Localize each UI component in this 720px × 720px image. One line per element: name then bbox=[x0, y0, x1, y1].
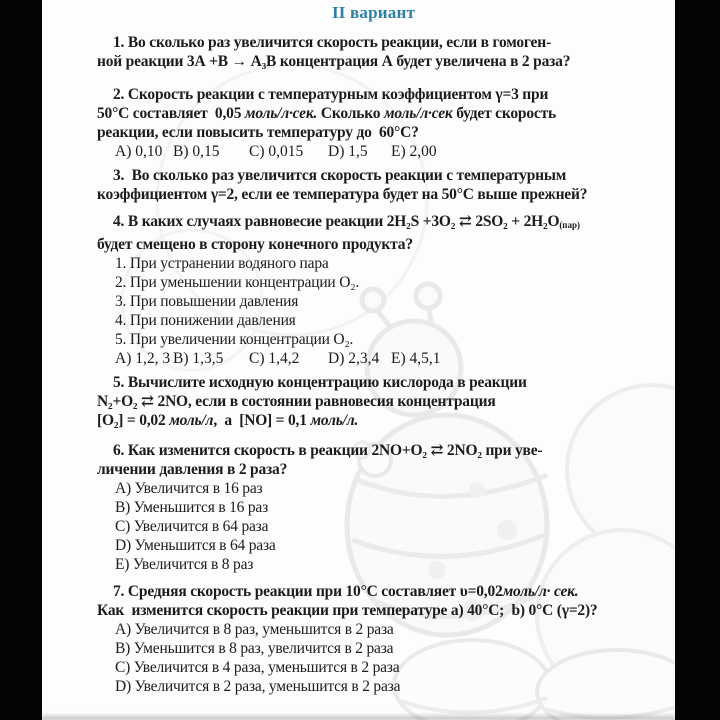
question-7-line-1: 7. Средняя скорость реакции при 10°С составляет υ=0,02моль/л· сек. bbox=[113, 583, 579, 600]
question-6-option-a: А) Увеличится в 16 раз bbox=[115, 480, 263, 497]
left-black-border bbox=[0, 0, 42, 720]
question-2-option-b: В) 0,15 bbox=[173, 143, 220, 160]
question-7-option-c: С) Увеличится в 4 раза, уменьшится в 2 раза bbox=[115, 659, 400, 676]
question-4-item-2: 2. При уменьшении концентрации О₂. bbox=[115, 274, 360, 291]
question-4-option-e: Е) 4,5,1 bbox=[391, 350, 441, 367]
question-5-line-2: N₂+O₂ ⇄ 2NO, если в состоянии равновесия концентрация bbox=[97, 393, 496, 410]
question-7-option-b: В) Уменьшится в 8 раз, увеличится в 2 раза bbox=[115, 640, 394, 657]
question-3 bbox=[97, 166, 650, 204]
question-7-option-d: D) Увеличится в 2 раза, уменьшится в 2 раза bbox=[115, 678, 401, 695]
question-6-line-2: личении давления в 2 раза? bbox=[97, 461, 288, 478]
question-4-option-c: С) 1,4,2 bbox=[249, 350, 300, 367]
question-7 bbox=[97, 582, 650, 696]
question-6-option-e: Е) Увеличится в 8 раз bbox=[115, 556, 254, 573]
question-4-options bbox=[97, 349, 650, 368]
question-4-item-5: 5. При увеличении концентрации О₂. bbox=[115, 331, 354, 348]
question-6-option-c: С) Увеличится в 64 раза bbox=[115, 518, 269, 535]
question-6-option-b: В) Уменьшится в 16 раз bbox=[115, 499, 269, 516]
question-2-option-d: D) 1,5 bbox=[328, 143, 368, 160]
question-5-line-3: [O₂] = 0,02 моль/л, а [NO] = 0,1 моль/л. bbox=[97, 412, 359, 429]
question-1-line-1: 1. Во сколько раз увеличится скорость реакции, если в гомоген- bbox=[113, 34, 551, 51]
question-6-option-d: D) Уменьшится в 64 раза bbox=[115, 537, 276, 554]
question-2-option-c: С) 0,015 bbox=[249, 143, 304, 160]
right-black-border bbox=[675, 0, 720, 720]
page-content bbox=[42, 0, 675, 696]
question-7-option-a: А) Увеличится в 8 раз, уменьшится в 2 раза bbox=[115, 621, 394, 638]
question-4-option-a: А) 1,2, 3 bbox=[115, 350, 171, 367]
question-4 bbox=[97, 212, 650, 368]
question-4-line-2: будет смещено в сторону конечного продукта? bbox=[97, 236, 413, 253]
question-1-line-2: ной реакции 3А +В → А₃В концентрация А будет увеличена в 2 раза? bbox=[97, 53, 571, 70]
question-4-item-3: 3. При повышении давления bbox=[115, 293, 299, 310]
question-2-line-3: реакции, если повысить температуру до 60°С? bbox=[97, 124, 419, 141]
question-6 bbox=[97, 441, 650, 574]
question-6-line-1: 6. Как изменится скорость в реакции 2NO+O₂ ⇄ 2NO₂ при уве- bbox=[113, 442, 543, 459]
question-2-line-1: 2. Скорость реакции с температурным коэффициентом γ=3 при bbox=[113, 86, 549, 103]
question-5 bbox=[97, 373, 650, 430]
question-7-line-2: Как изменится скорость реакции при температуре a) 40°С; b) 0°С (γ=2)? bbox=[97, 602, 598, 619]
page-title: II вариант bbox=[331, 3, 416, 22]
bottom-scan-smudge bbox=[42, 713, 675, 720]
question-1 bbox=[97, 33, 650, 71]
question-5-line-1: 5. Вычислите исходную концентрацию кислорода в реакции bbox=[113, 374, 527, 391]
question-4-option-b: В) 1,3,5 bbox=[173, 350, 224, 367]
question-4-item-1: 1. При устранении водяного пара bbox=[115, 255, 329, 272]
question-2-option-a: А) 0,10 bbox=[115, 143, 163, 160]
question-4-item-4: 4. При понижении давления bbox=[115, 312, 296, 329]
question-3-line-2: коэффициентом γ=2, если ее температура будет на 50°С выше прежней? bbox=[97, 186, 588, 203]
question-2-options bbox=[97, 142, 650, 161]
question-4-option-d: D) 2,3,4 bbox=[328, 350, 380, 367]
question-2-option-e: Е) 2,00 bbox=[391, 143, 437, 160]
question-4-line-1: 4. В каких случаях равновесие реакции 2H₂S +3O₂ ⇄ 2SO₂ + 2H₂O(пар) bbox=[113, 213, 580, 230]
document-page bbox=[42, 0, 675, 720]
question-2 bbox=[97, 85, 650, 161]
question-3-line-1: 3. Во сколько раз увеличится скорость реакции с температурным bbox=[113, 167, 567, 184]
question-2-line-2: 50°С составляет 0,05 моль/л·сек. Сколько моль/л·сек будет скорость bbox=[97, 105, 556, 122]
